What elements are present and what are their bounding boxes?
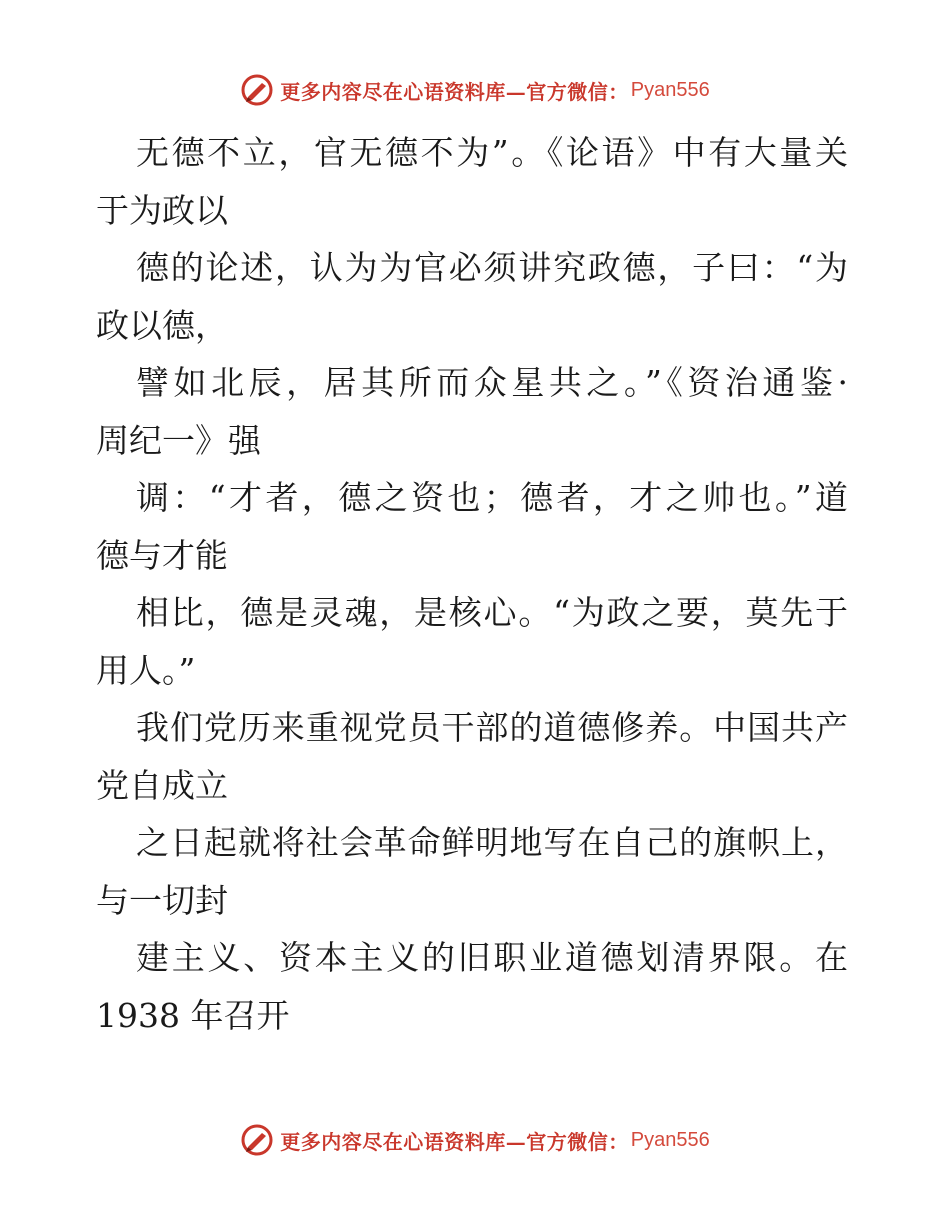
text-line: 用人。” xyxy=(96,650,196,690)
document-body xyxy=(96,124,866,1044)
header-banner-handle: Pyan556 xyxy=(630,78,710,101)
text-line: 党自成立 xyxy=(96,765,228,805)
text-line: 政以德， xyxy=(96,305,228,345)
footer-banner-handle: Pyan556 xyxy=(630,1128,710,1151)
footer-banner-text: 更多内容尽在心语资料库—官方微信： xyxy=(280,1129,629,1154)
text-line: 建主义、资本主义的旧职业道德划清界限。在 xyxy=(136,938,848,977)
footer-banner xyxy=(0,1120,950,1160)
text-line: 之日起就将社会革命鲜明地写在自己的旗帜上， xyxy=(136,823,848,862)
text-line: 德与才能 xyxy=(96,535,228,575)
text-line: 1938 年召开 xyxy=(96,995,290,1035)
red-pen-circle-logo-icon xyxy=(240,1123,274,1157)
header-banner xyxy=(0,70,950,110)
text-line: 我们党历来重视党员干部的道德修养。中国共产 xyxy=(136,708,848,747)
text-line: 调：“才者，德之资也；德者，才之帅也。”道 xyxy=(136,478,848,517)
red-pen-circle-logo-icon xyxy=(240,73,274,107)
text-line: 相比，德是灵魂，是核心。“为政之要，莫先于 xyxy=(136,593,848,632)
text-line: 譬如北辰，居其所而众星共之。”《资治通鉴· xyxy=(136,363,848,402)
text-line: 于为政以 xyxy=(96,190,228,230)
text-line: 无德不立，官无德不为”。《论语》中有大量关 xyxy=(136,133,848,172)
text-line: 德的论述，认为为官必须讲究政德，子曰：“为 xyxy=(136,248,848,287)
header-banner-text: 更多内容尽在心语资料库—官方微信： xyxy=(280,79,629,104)
text-line: 与一切封 xyxy=(96,880,228,920)
text-line: 周纪一》强 xyxy=(96,420,261,460)
